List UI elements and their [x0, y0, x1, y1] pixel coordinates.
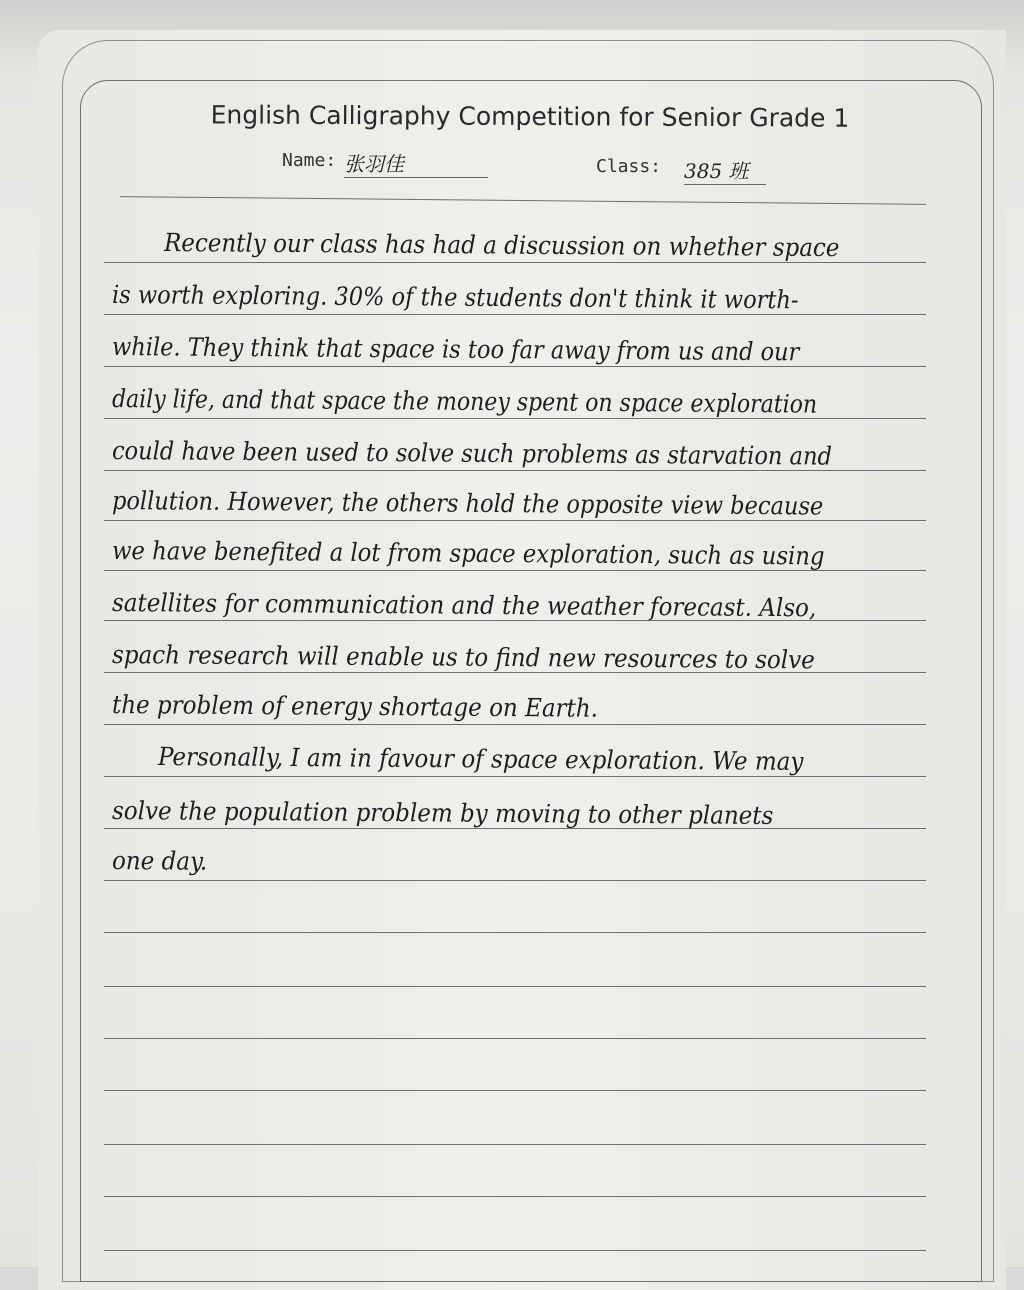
ruled-line — [104, 724, 926, 725]
ruled-line — [104, 262, 926, 263]
inner-border — [80, 80, 982, 1282]
essay-line: is worth exploring. 30% of the students don't think it worth- — [111, 280, 799, 315]
essay-line: spach research will enable us to find new resources to solve — [111, 640, 815, 675]
class-value: 385 班 — [684, 155, 766, 185]
essay-line: Personally, I am in favour of space exploration. We may — [157, 742, 804, 776]
class-label: Class: — [596, 156, 662, 177]
essay-line: satellites for communication and the weather forecast. Also, — [111, 588, 817, 623]
essay-line: solve the population problem by moving to other planets — [111, 796, 774, 831]
essay-line: daily life, and that space the money spent on space exploration — [111, 384, 818, 419]
essay-line: Recently our class has had a discussion on whether space — [163, 228, 840, 263]
ruled-line — [104, 776, 926, 777]
ruled-line — [104, 986, 926, 987]
ruled-line — [104, 314, 926, 315]
ruled-line — [104, 1144, 926, 1145]
essay-line: we have benefited a lot from space exploration, such as using — [111, 536, 825, 571]
essay-line: while. They think that space is too far away from us and our — [111, 332, 800, 367]
essay-line: one day. — [111, 846, 208, 876]
ruled-line — [104, 828, 926, 829]
sheet-title: English Calligraphy Competition for Senior Grade 1 — [210, 100, 850, 133]
name-value: 张羽佳 — [344, 148, 488, 178]
ruled-line — [104, 366, 926, 367]
ruled-line — [104, 1038, 926, 1039]
essay-line: the problem of energy shortage on Earth. — [111, 690, 599, 723]
ruled-line — [104, 932, 926, 933]
ruled-line — [104, 1090, 926, 1091]
ruled-line — [104, 1196, 926, 1197]
name-label: Name: — [282, 150, 337, 171]
ruled-line — [104, 1250, 926, 1251]
ruled-line — [104, 880, 926, 881]
essay-line: could have been used to solve such problems as starvation and — [111, 436, 833, 471]
essay-line: pollution. However, the others hold the opposite view because — [111, 486, 824, 521]
